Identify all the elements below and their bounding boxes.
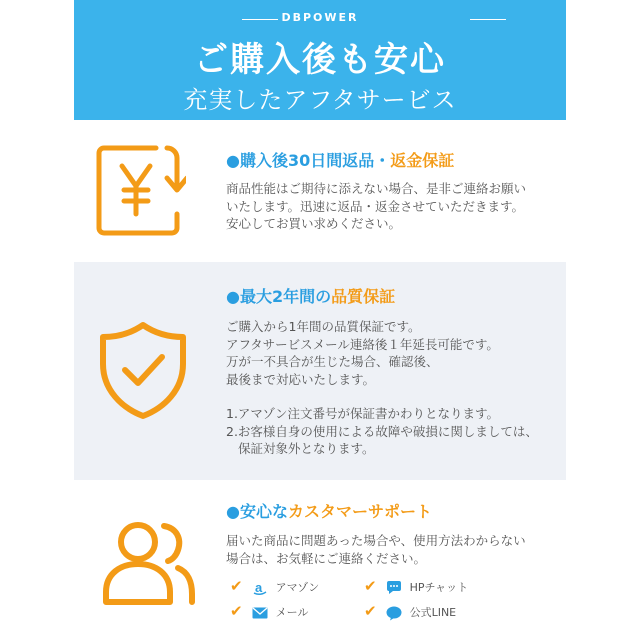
contact-label: メール	[275, 606, 309, 619]
contact-amazon	[230, 577, 319, 596]
warranty-line: アフタサービスメール連絡後１年延長可能です。	[226, 336, 499, 352]
check-icon: ✔	[364, 577, 377, 595]
warranty-body	[226, 318, 499, 388]
refund-section	[74, 120, 566, 262]
chat-icon	[386, 581, 402, 595]
check-icon: ✔	[230, 577, 243, 595]
support-section	[74, 480, 566, 640]
contact-hp-chat	[364, 577, 468, 595]
refund-heading-orange: 返金保証	[390, 151, 455, 170]
support-heading-orange: カスタマーサポート	[287, 502, 432, 521]
brand-name: DBPOWER	[281, 11, 359, 24]
contact-label: HPチャット	[409, 581, 469, 594]
mail-icon	[252, 607, 268, 619]
warranty-heading-blue: ●最大2年間の	[226, 287, 332, 306]
contact-label: アマゾン	[275, 581, 320, 594]
refund-heading-blue: ●購入後30日間返品・	[226, 151, 391, 170]
warranty-note: 2.お客様自身の使用による故障や破損に関しましては、	[226, 423, 538, 439]
header	[74, 0, 566, 120]
support-heading-blue: ●安心な	[226, 502, 288, 521]
two-people-icon	[98, 514, 198, 610]
contact-mail	[230, 602, 308, 620]
support-heading	[226, 499, 432, 522]
amazon-icon	[252, 580, 268, 596]
check-icon: ✔	[364, 602, 377, 620]
refund-heading	[226, 148, 454, 171]
yen-refund-icon	[96, 144, 186, 236]
line-icon	[386, 606, 402, 621]
refund-line: いたします。迅速に返品・返金させていただきます。	[226, 198, 525, 214]
warranty-note: 保証対象外となります。	[238, 441, 375, 456]
contact-line	[364, 602, 456, 621]
page-title: ご購入後も安心	[194, 40, 446, 80]
warranty-heading-orange: 品質保証	[331, 287, 396, 306]
refund-line: 商品性能はご期待に添えない場合、是非ご連絡お願い	[226, 181, 527, 196]
brand-row	[74, 10, 566, 28]
support-line: 届いた商品に問題あった場合や、使用方法わからない	[226, 533, 526, 548]
warranty-line: 最後まで対応いたします。	[226, 371, 376, 387]
support-line: 場合は、お気軽にご連絡ください。	[226, 550, 427, 566]
warranty-heading	[226, 284, 395, 307]
check-icon: ✔	[230, 602, 243, 620]
refund-line: 安心してお買い求めください。	[226, 216, 402, 231]
brand-divider-right	[470, 19, 506, 20]
warranty-section	[74, 262, 566, 480]
refund-body	[226, 180, 526, 233]
warranty-line: ご購入から1年間の品質保証です。	[226, 319, 421, 334]
warranty-notes	[226, 405, 538, 458]
contact-label: 公式LINE	[409, 606, 457, 619]
page-subtitle: 充実したアフタサービス	[183, 86, 457, 114]
support-body	[226, 532, 526, 567]
shield-check-icon	[98, 320, 188, 420]
warranty-line: 万が一不具合が生じた場合、確認後、	[226, 354, 439, 369]
warranty-note: 1.アマゾン注文番号が保証書かわりとなります。	[226, 406, 500, 421]
svg-text:a: a	[255, 580, 263, 595]
